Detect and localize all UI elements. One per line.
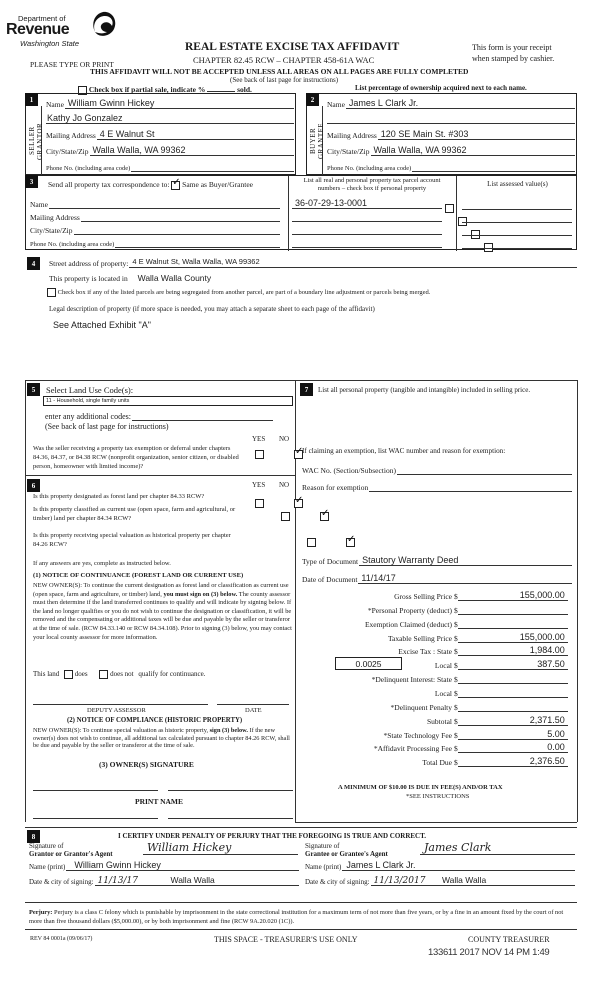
logo-state-text: Washington State xyxy=(20,39,80,48)
corr-mailing-input[interactable] xyxy=(81,211,280,222)
ownership-note: List percentage of ownership acquired next to each name. xyxy=(355,84,527,92)
assessed-value-input[interactable] xyxy=(462,235,572,236)
grantor-signature-label: Signature of Grantor or Grantor's Agent xyxy=(29,842,113,858)
dor-swirl-icon xyxy=(90,10,116,38)
section-5-badge: 5 xyxy=(27,383,40,396)
assessed-header: List assessed value(s) xyxy=(487,180,548,188)
legal-description-input[interactable]: See Attached Exhibit "A" xyxy=(53,320,151,330)
receipt-note-2: when stamped by cashier. xyxy=(472,54,555,63)
seller-exemption-yes-checkbox[interactable] xyxy=(255,450,264,459)
does-not-qualify-checkbox[interactable] xyxy=(99,670,108,679)
seller-mailing-row: Mailing Address 4 E Walnut St xyxy=(46,129,294,140)
logo-revenue-text: Revenue xyxy=(6,21,70,38)
buyer-phone-input[interactable] xyxy=(412,161,575,172)
document-date-input[interactable]: 11/14/17 xyxy=(358,573,572,584)
grantee-signature-label: Signature of Grantee or Grantee's Agent xyxy=(305,842,388,858)
form-title: REAL ESTATE EXCISE TAX AFFIDAVIT xyxy=(185,41,400,53)
personal-property-input[interactable] xyxy=(304,410,569,465)
grantee-date-value: 11/13/2017 xyxy=(373,876,426,886)
section-7-sale-details xyxy=(296,380,577,822)
gross-selling-price-input[interactable]: 155,000.00 xyxy=(458,590,568,601)
seller-name2-input[interactable]: Kathy Jo Gonzalez xyxy=(46,113,294,124)
street-address-row: Street address of property: 4 E Walnut St, Walla Walla, WA 99362 xyxy=(49,257,577,268)
buyer-phone-row: Phone No. (including area code) xyxy=(327,161,575,172)
seller-phone-row: Phone No. (including area code) xyxy=(46,161,294,172)
total-due-row: Total Due $ 2,376.50 xyxy=(326,756,568,767)
deputy-assessor-signature-line[interactable] xyxy=(33,704,208,705)
section-3-badge: 3 xyxy=(25,175,38,188)
see-instructions-note: *SEE INSTRUCTIONS xyxy=(406,793,470,800)
grantee-signature-field[interactable]: James Clark xyxy=(420,841,575,855)
exemption-reason-row: Reason for exemption xyxy=(302,481,572,492)
buyer-city-row: City/State/Zip Walla Walla, WA 99362 xyxy=(327,145,575,156)
seller-phone-input[interactable] xyxy=(131,161,294,172)
state-technology-fee-row: *State Technology Fee $ 5.00 xyxy=(326,729,568,740)
grantee-date-row: Date & city of signing: 11/13/2017 Walla Walla xyxy=(305,875,575,886)
same-as-buyer-checkbox[interactable] xyxy=(171,181,180,190)
parcel-number-input[interactable] xyxy=(292,224,442,235)
additional-codes-input[interactable] xyxy=(132,410,273,421)
total-due-input[interactable]: 2,376.50 xyxy=(458,756,568,767)
corr-name-row: Name xyxy=(30,198,280,209)
section-6-designations xyxy=(25,476,295,822)
print-name-line-1[interactable] xyxy=(33,818,158,819)
personal-property-deduct-row: *Personal Property (deduct) $ xyxy=(326,604,568,615)
section-8-certification xyxy=(25,828,577,900)
seller-name2-row xyxy=(46,113,294,124)
parcel-number-input[interactable] xyxy=(292,237,442,248)
legal-description-label: Legal description of property (if more space is needed, you may attach a separate sheet to each page of the affidavit) xyxy=(49,305,375,313)
seller-name-input[interactable]: William Gwinn Hickey xyxy=(65,98,294,109)
section-1-badge: 1 xyxy=(25,93,38,106)
section-4-property xyxy=(25,255,577,365)
parcel-number-input[interactable] xyxy=(292,211,442,222)
exemption-reason-input[interactable] xyxy=(369,481,572,492)
corr-phone-row: Phone No. (including area code) xyxy=(30,237,280,248)
notice-continuance-title: (1) NOTICE OF CONTINUANCE (FOREST LAND OR CURRENT USE) xyxy=(33,572,244,579)
corr-city-row: City/State/Zip xyxy=(30,224,280,235)
perjury-certification: I CERTIFY UNDER PENALTY OF PERJURY THAT THE FOREGOING IS TRUE AND CORRECT. xyxy=(118,832,427,840)
subtotal-row: Subtotal $ 2,371.50 xyxy=(326,715,568,726)
owner-signature-line-1[interactable] xyxy=(33,790,158,791)
if-yes-instructions: If any answers are yes, complete as instructed below. xyxy=(33,560,171,567)
buyer-mailing-row: Mailing Address 120 SE Main St. #303 xyxy=(327,129,575,140)
no-header: NO xyxy=(279,481,290,489)
forest-land-question: Is this property designated as forest land per chapter 84.33 RCW? xyxy=(33,493,205,500)
land-use-see-back: (See back of last page for instructions) xyxy=(45,422,169,431)
buyer-name2-input[interactable] xyxy=(327,113,575,124)
street-address-input[interactable]: 4 E Walnut St, Walla Walla, WA 99362 xyxy=(129,257,577,268)
document-type-input[interactable]: Stautory Warranty Deed xyxy=(359,555,572,566)
buyer-name-input[interactable]: James L Clark Jr. xyxy=(346,98,575,109)
forest-land-yes-checkbox[interactable] xyxy=(255,499,264,508)
partial-sale-label: Check box if partial sale, indicate % xyxy=(88,85,206,94)
grantor-name-input[interactable]: William Gwinn Hickey xyxy=(66,860,299,871)
parcel-personal-checkbox[interactable] xyxy=(445,204,454,213)
parcel-row xyxy=(292,211,442,222)
additional-codes-row: enter any additional codes: xyxy=(45,410,273,421)
send-correspondence-row: Send all property tax correspondence to: ✓ Same as Buyer/Grantee xyxy=(48,180,253,190)
current-use-question: Is this property classified as current use (open space, farm and agricultural, or timber) land per chapter 84.34 RCW? xyxy=(33,506,236,522)
print-name-label: PRINT NAME xyxy=(135,797,183,806)
grantor-signature-field[interactable]: William Hickey xyxy=(143,841,298,855)
grantor-date-city-input[interactable] xyxy=(95,875,299,886)
county-treasurer-label: COUNTY TREASURER xyxy=(468,935,550,944)
parcel-row xyxy=(292,237,442,248)
section-1-seller xyxy=(25,93,296,175)
section-8-badge: 8 xyxy=(27,830,40,843)
no-header: NO xyxy=(279,435,290,443)
treasurer-stamp: 133611 2017 NOV 14 PM 1:49 xyxy=(428,947,550,958)
treasurer-use-label: THIS SPACE - TREASURER'S USE ONLY xyxy=(214,935,358,944)
excise-tax-state-input[interactable]: 1,984.00 xyxy=(458,645,568,656)
section-6-badge: 6 xyxy=(27,479,40,492)
historic-question: Is this property receiving special valuation as historical property per chapter 84.26 RCW? xyxy=(33,532,231,548)
section-7-badge: 7 xyxy=(300,383,313,396)
grantee-name-input[interactable]: James L Clark Jr. xyxy=(342,860,575,871)
minimum-fee-note: A MINIMUM OF $10.00 IS DUE IN FEE(S) AND/OR TAX xyxy=(338,784,503,791)
form-chapters: CHAPTER 82.45 RCW – CHAPTER 458-61A WAC xyxy=(193,55,375,65)
buyer-grantee-label: BUYER GRANTEE xyxy=(309,122,325,160)
continuance-qualify-row: This land does does not qualify for continuance. xyxy=(33,670,206,679)
seller-mailing-input[interactable]: 4 E Walnut St xyxy=(97,129,294,140)
current-use-yes-checkbox[interactable] xyxy=(281,512,290,521)
delinquent-interest-state-input[interactable] xyxy=(458,673,568,684)
deputy-assessor-label: DEPUTY ASSESSOR xyxy=(87,707,146,714)
local-rate-input[interactable]: 0.0025 xyxy=(335,657,402,670)
yes-header: YES xyxy=(252,435,266,443)
delinquent-interest-local-input[interactable] xyxy=(458,687,568,698)
buyer-city-input[interactable]: Walla Walla, WA 99362 xyxy=(371,145,576,156)
see-back-note: (See back of last page for instructions) xyxy=(230,76,339,84)
buyer-name-row: Name James L Clark Jr. xyxy=(327,98,575,109)
county-value[interactable]: Walla Walla County xyxy=(137,273,212,283)
seller-grantor-label: SELLER GRANTOR xyxy=(28,122,44,160)
assessor-date-label: DATE xyxy=(245,707,262,714)
parcel-number-input[interactable]: 36-07-29-13-0001 xyxy=(292,198,442,209)
corr-mailing-row: Mailing Address xyxy=(30,211,280,222)
exemption-claimed-row: Exemption Claimed (deduct) $ xyxy=(326,618,568,629)
document-type-row: Type of Document Stautory Warranty Deed xyxy=(302,555,572,566)
yes-header: YES xyxy=(252,481,266,489)
delinquent-penalty-input[interactable] xyxy=(458,701,568,712)
perjury-notice: Perjury: Perjury is a class C felony which is punishable by imprisonment in the state correctional institution for a maximum term of not more than five years, or by a fine in an amount fixed by the court of not more than five thousand dollars ($5,000.00), or by both imprisonment and fine (RCW 9A.20.020 (1C)). xyxy=(29,909,564,925)
seller-city-input[interactable]: Walla Walla, WA 99362 xyxy=(90,145,295,156)
taxable-selling-price-input[interactable]: 155,000.00 xyxy=(458,632,568,643)
grantor-name-row: Name (print) William Gwinn Hickey xyxy=(29,860,299,871)
corr-city-input[interactable] xyxy=(74,224,281,235)
delinquent-interest-local-row: Local $ xyxy=(326,687,568,698)
affidavit-processing-fee-row: *Affidavit Processing Fee $ 0.00 xyxy=(326,742,568,753)
owner-signature-line-2[interactable] xyxy=(168,790,293,791)
segregated-checkbox[interactable] xyxy=(47,288,56,297)
seller-name-row: Name William Gwinn Hickey xyxy=(46,98,294,109)
delinquent-penalty-row: *Delinquent Penalty $ xyxy=(326,701,568,712)
delinquent-interest-state-row: *Delinquent Interest: State $ xyxy=(326,673,568,684)
located-in-row: This property is located in Walla Walla County xyxy=(49,273,212,283)
parcel-header: List all real and personal property tax parcel account numbers – check box if personal property xyxy=(303,177,441,192)
personal-property-deduct-input[interactable] xyxy=(458,604,568,615)
owner-signature-title: (3) OWNER(S) SIGNATURE xyxy=(99,760,194,769)
document-date-row: Date of Document 11/14/17 xyxy=(302,573,572,584)
land-use-select[interactable]: 11 - Household, single family units xyxy=(43,396,293,406)
does-qualify-checkbox[interactable] xyxy=(64,670,73,679)
buyer-name2-row xyxy=(327,113,575,124)
affidavit-processing-fee-input[interactable]: 0.00 xyxy=(458,742,568,753)
segregated-row: Check box if any of the listed parcels are being segregated from another parcel, are part of a boundary line adjustment or parcels being merged. xyxy=(47,288,430,297)
seller-exemption-question: Was the seller receiving a property tax exemption or deferral under chapters 84.36, 84.37, or 84.38 RCW (nonprofit organization, senior citizen, or disabled person, homeowner with limited income)? xyxy=(33,445,239,470)
gross-selling-price-row: Gross Selling Price $ 155,000.00 xyxy=(326,590,568,601)
wac-row: WAC No. (Section/Subsection) xyxy=(302,464,572,475)
print-name-line-2[interactable] xyxy=(168,818,293,819)
subtotal-input[interactable]: 2,371.50 xyxy=(458,715,568,726)
taxable-selling-price-row: Taxable Selling Price $ 155,000.00 xyxy=(326,632,568,643)
please-type: PLEASE TYPE OR PRINT xyxy=(30,60,114,69)
section-2-buyer xyxy=(306,93,577,175)
wac-number-input[interactable] xyxy=(397,464,572,475)
section-3-correspondence xyxy=(25,175,577,250)
assessed-value-input[interactable] xyxy=(462,222,572,223)
land-use-label: Select Land Use Code(s): xyxy=(46,385,134,395)
excise-tax-local-input[interactable]: 387.50 xyxy=(458,659,568,670)
partial-sale-percent-input[interactable] xyxy=(207,84,235,92)
grantor-date-value: 11/13/17 xyxy=(97,876,138,886)
personal-property-label: List all personal property (tangible and intangible) included in selling price. xyxy=(318,386,531,394)
parcel-row xyxy=(292,224,442,235)
grantor-date-row: Date & city of signing: 11/13/17 Walla Walla xyxy=(29,875,299,886)
corr-phone-input[interactable] xyxy=(115,237,280,248)
partial-sale-suffix: sold. xyxy=(237,85,252,94)
state-technology-fee-input[interactable]: 5.00 xyxy=(458,729,568,740)
notice-compliance-body: NEW OWNER(S): To continue special valuation as historic property, sign (3) below. If the new owner(s) does not wish to continue, all additional tax calculated pursuant to chapter 84.26 RCW, shall be due and payable by the seller or transferor at the time of sale. xyxy=(33,727,290,750)
section-2-badge: 2 xyxy=(306,93,319,106)
grantee-name-row: Name (print) James L Clark Jr. xyxy=(305,860,575,871)
grantee-city-value: Walla Walla xyxy=(441,875,487,885)
seller-city-row: City/State/Zip Walla Walla, WA 99362 xyxy=(46,145,294,156)
corr-name-input[interactable] xyxy=(49,198,280,209)
section-5-land-use xyxy=(25,380,295,476)
notice-continuance-body: NEW OWNER(S): To continue the current designation as forest land or classification as current use (open space, farm and agriculture, or timber) land, you must sign on (3) below. The county assessor must then determine if the land transferred continues to qualify and will indicate by signing below. If the land no longer qualifies or you do not wish to continue the designation or classification, it will be removed and the compensating or additional taxes will be due and payable by the seller or transferor at the time of sale. (RCW 84.33.140 or RCW 84.34.108). Prior to signing (3) below, you may contact your local county assessor for more information. xyxy=(33,582,292,641)
buyer-mailing-input[interactable]: 120 SE Main St. #303 xyxy=(378,129,575,140)
exemption-claim-label: If claiming an exemption, list WAC number and reason for exemption: xyxy=(302,447,506,455)
dor-logo xyxy=(6,8,118,50)
parcel-row xyxy=(292,198,442,209)
assessed-value-input[interactable] xyxy=(462,248,572,249)
notice-compliance-title: (2) NOTICE OF COMPLIANCE (HISTORIC PROPERTY) xyxy=(67,717,243,724)
assessor-date-line[interactable] xyxy=(217,704,289,705)
excise-tax-state-row: Excise Tax : State $ 1,984.00 xyxy=(326,645,568,656)
grantor-city-value: Walla Walla xyxy=(170,875,215,885)
receipt-note-1: This form is your receipt xyxy=(472,43,552,52)
form-id: REV 84 0001a (09/06/17) xyxy=(30,936,93,942)
grantee-date-city-input[interactable] xyxy=(371,875,575,886)
excise-tax-local-row: Local $ 387.50 xyxy=(326,659,568,670)
acceptance-warning: THIS AFFIDAVIT WILL NOT BE ACCEPTED UNLESS ALL AREAS ON ALL PAGES ARE FULLY COMPLETED xyxy=(90,67,469,76)
section-4-badge: 4 xyxy=(27,257,40,270)
logo-dept-text: Department of xyxy=(18,14,66,23)
exemption-claimed-input[interactable] xyxy=(458,618,568,629)
assessed-value-input[interactable] xyxy=(462,209,572,210)
